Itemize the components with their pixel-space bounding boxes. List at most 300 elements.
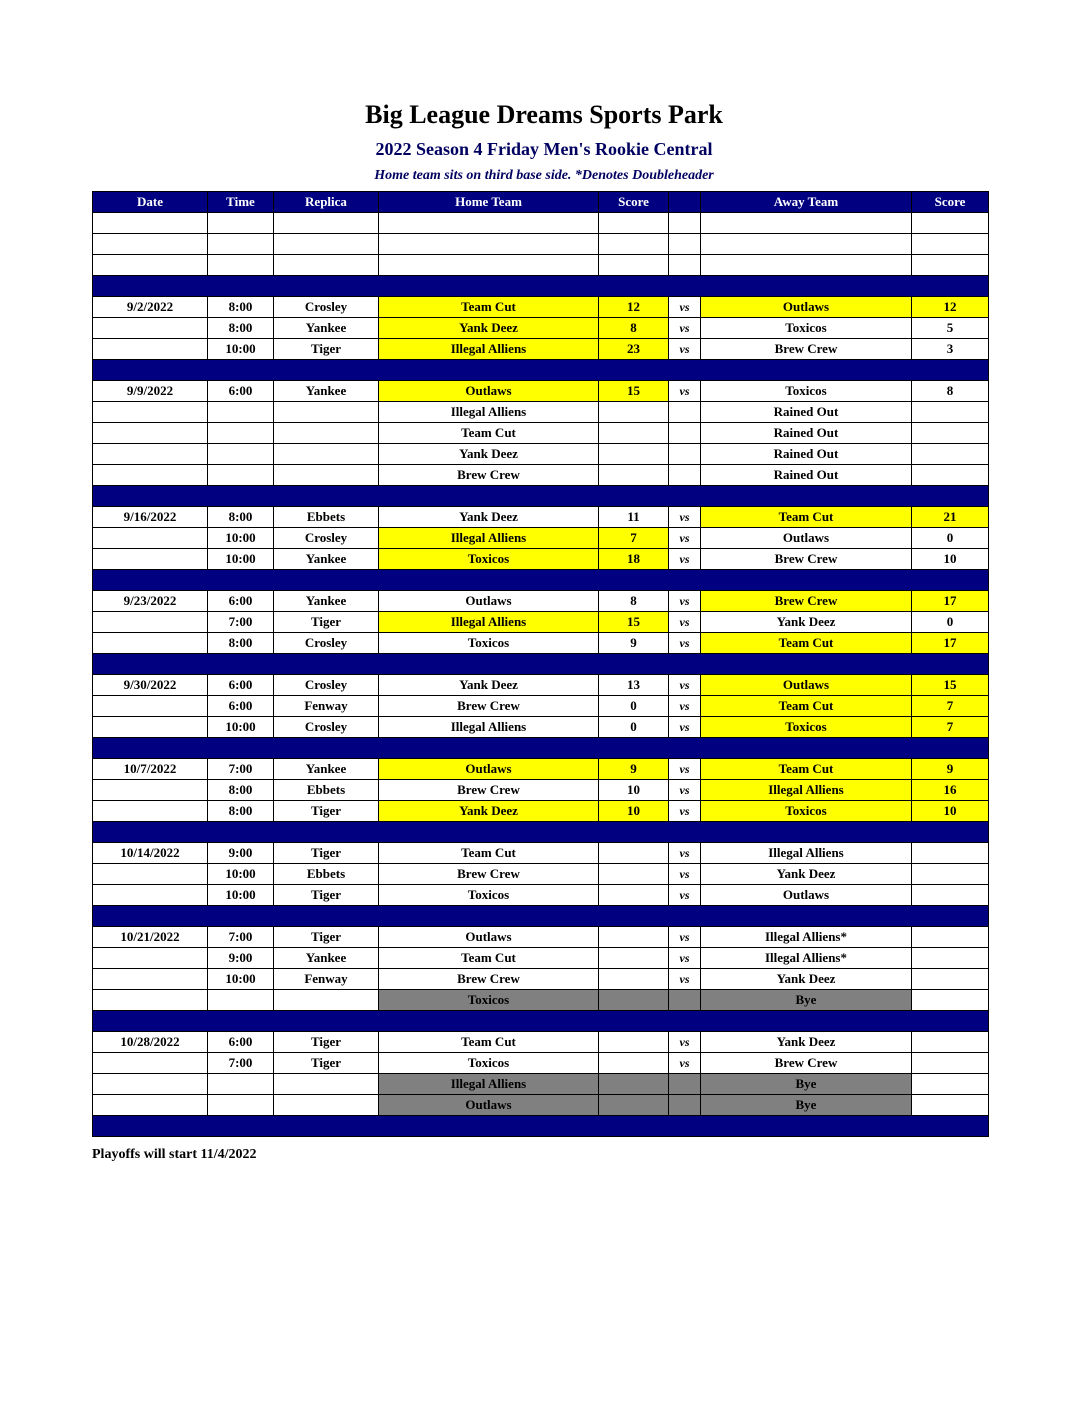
cell-replica [274, 444, 379, 465]
cell-away-team: Team Cut [701, 759, 912, 780]
cell-vs [669, 1074, 701, 1095]
game-row [93, 1032, 989, 1053]
cell-home-team: Illegal Alliens [379, 339, 599, 360]
cell-home-team: Illegal Alliens [379, 528, 599, 549]
game-row [93, 675, 989, 696]
cell-away-team: Illegal Alliens* [701, 948, 912, 969]
cell-home-team: Team Cut [379, 1032, 599, 1053]
cell-replica: Ebbets [274, 864, 379, 885]
cell-home-score: 8 [599, 591, 669, 612]
cell-time: 6:00 [208, 696, 274, 717]
cell-time: 10:00 [208, 549, 274, 570]
cell-vs: vs [669, 633, 701, 654]
game-row [93, 990, 989, 1011]
cell-away-team: Team Cut [701, 507, 912, 528]
cell-home-score: 9 [599, 633, 669, 654]
cell-time [208, 444, 274, 465]
cell-vs [669, 1095, 701, 1116]
cell-replica [274, 213, 379, 234]
cell-time: 7:00 [208, 612, 274, 633]
cell-home-team: Brew Crew [379, 864, 599, 885]
cell-away-team [701, 213, 912, 234]
cell-away-team: Yank Deez [701, 864, 912, 885]
cell-away-score [912, 864, 989, 885]
header-row [93, 192, 989, 213]
cell-replica: Tiger [274, 801, 379, 822]
cell-vs: vs [669, 318, 701, 339]
cell-date [93, 213, 208, 234]
cell-vs: vs [669, 1053, 701, 1074]
separator-row [93, 570, 989, 591]
game-row [93, 402, 989, 423]
cell-replica: Crosley [274, 297, 379, 318]
game-row [93, 1074, 989, 1095]
cell-time: 7:00 [208, 759, 274, 780]
game-row [93, 885, 989, 906]
cell-home-team: Toxicos [379, 549, 599, 570]
cell-away-score [912, 213, 989, 234]
cell-away-score [912, 444, 989, 465]
cell-away-score [912, 948, 989, 969]
cell-home-team: Team Cut [379, 843, 599, 864]
cell-time: 9:00 [208, 948, 274, 969]
cell-date [93, 402, 208, 423]
cell-home-team: Outlaws [379, 759, 599, 780]
cell-home-score: 15 [599, 381, 669, 402]
separator-band [93, 276, 989, 297]
cell-time: 7:00 [208, 1053, 274, 1074]
cell-home-score [599, 1032, 669, 1053]
cell-vs: vs [669, 927, 701, 948]
cell-away-team: Illegal Alliens* [701, 927, 912, 948]
game-row [93, 633, 989, 654]
cell-home-team: Outlaws [379, 591, 599, 612]
cell-away-team: Yank Deez [701, 612, 912, 633]
cell-replica [274, 402, 379, 423]
cell-date [93, 612, 208, 633]
cell-home-team: Team Cut [379, 948, 599, 969]
cell-home-score [599, 927, 669, 948]
cell-away-team: Outlaws [701, 675, 912, 696]
cell-replica: Yankee [274, 381, 379, 402]
playoffs-note: Playoffs will start 11/4/2022 [92, 1147, 257, 1162]
cell-home-team: Yank Deez [379, 801, 599, 822]
cell-away-team: Brew Crew [701, 1053, 912, 1074]
separator-row [93, 822, 989, 843]
cell-vs [669, 234, 701, 255]
cell-home-score: 13 [599, 675, 669, 696]
cell-replica [274, 234, 379, 255]
cell-time: 8:00 [208, 801, 274, 822]
game-row [93, 381, 989, 402]
game-row [93, 612, 989, 633]
cell-home-score: 10 [599, 801, 669, 822]
cell-vs: vs [669, 885, 701, 906]
cell-time: 8:00 [208, 633, 274, 654]
cell-home-team: Outlaws [379, 1095, 599, 1116]
cell-away-score: 10 [912, 549, 989, 570]
cell-time: 6:00 [208, 1032, 274, 1053]
separator-band [93, 738, 989, 759]
cell-time: 10:00 [208, 864, 274, 885]
cell-home-score [599, 864, 669, 885]
cell-vs [669, 255, 701, 276]
cell-home-team: Team Cut [379, 423, 599, 444]
cell-home-team: Brew Crew [379, 969, 599, 990]
cell-time [208, 234, 274, 255]
cell-home-team: Illegal Alliens [379, 612, 599, 633]
cell-replica: Yankee [274, 318, 379, 339]
cell-time [208, 213, 274, 234]
cell-home-team: Illegal Alliens [379, 402, 599, 423]
cell-time: 7:00 [208, 927, 274, 948]
cell-away-team: Yank Deez [701, 969, 912, 990]
cell-away-team: Illegal Alliens [701, 843, 912, 864]
cell-date [93, 549, 208, 570]
cell-date [93, 465, 208, 486]
cell-away-score: 21 [912, 507, 989, 528]
cell-away-score [912, 885, 989, 906]
separator-row [93, 1011, 989, 1032]
cell-vs: vs [669, 612, 701, 633]
cell-date [93, 1074, 208, 1095]
cell-replica: Ebbets [274, 507, 379, 528]
cell-away-team: Yank Deez [701, 1032, 912, 1053]
cell-time: 10:00 [208, 717, 274, 738]
separator-band [93, 486, 989, 507]
header-replica: Replica [274, 192, 379, 213]
game-row [93, 948, 989, 969]
cell-time [208, 1074, 274, 1095]
cell-home-score: 0 [599, 696, 669, 717]
cell-away-team: Toxicos [701, 717, 912, 738]
cell-time: 8:00 [208, 297, 274, 318]
cell-vs: vs [669, 1032, 701, 1053]
cell-away-score: 10 [912, 801, 989, 822]
cell-home-score: 11 [599, 507, 669, 528]
cell-vs: vs [669, 717, 701, 738]
cell-away-team [701, 234, 912, 255]
cell-away-score: 0 [912, 612, 989, 633]
cell-away-score: 0 [912, 528, 989, 549]
header-home-team: Home Team [379, 192, 599, 213]
cell-vs: vs [669, 759, 701, 780]
cell-replica [274, 1074, 379, 1095]
home-team-note: Home team sits on third base side. *Denotes Doubleheader [374, 168, 714, 183]
cell-home-team: Outlaws [379, 381, 599, 402]
cell-home-team: Toxicos [379, 1053, 599, 1074]
cell-home-team: Toxicos [379, 633, 599, 654]
cell-replica: Tiger [274, 927, 379, 948]
cell-replica [274, 1095, 379, 1116]
cell-away-score: 3 [912, 339, 989, 360]
cell-home-score [599, 1095, 669, 1116]
game-row [93, 759, 989, 780]
cell-date: 10/21/2022 [93, 927, 208, 948]
cell-vs [669, 444, 701, 465]
game-row [93, 927, 989, 948]
cell-date [93, 423, 208, 444]
cell-time: 8:00 [208, 318, 274, 339]
header-away-team: Away Team [701, 192, 912, 213]
game-row [93, 696, 989, 717]
cell-replica [274, 255, 379, 276]
game-row [93, 297, 989, 318]
cell-replica: Yankee [274, 948, 379, 969]
cell-time [208, 423, 274, 444]
cell-replica: Tiger [274, 1053, 379, 1074]
cell-away-score: 17 [912, 591, 989, 612]
header-time: Time [208, 192, 274, 213]
cell-away-score: 15 [912, 675, 989, 696]
game-row [93, 528, 989, 549]
cell-time: 10:00 [208, 528, 274, 549]
cell-home-score: 18 [599, 549, 669, 570]
cell-replica: Tiger [274, 885, 379, 906]
cell-date [93, 801, 208, 822]
cell-home-score [599, 402, 669, 423]
cell-away-score: 5 [912, 318, 989, 339]
cell-date [93, 255, 208, 276]
game-row [93, 1053, 989, 1074]
cell-time [208, 402, 274, 423]
cell-date [93, 633, 208, 654]
cell-home-score: 9 [599, 759, 669, 780]
cell-away-score: 17 [912, 633, 989, 654]
cell-away-score: 9 [912, 759, 989, 780]
game-row [93, 549, 989, 570]
cell-home-team: Team Cut [379, 297, 599, 318]
cell-vs: vs [669, 948, 701, 969]
cell-away-team: Bye [701, 990, 912, 1011]
cell-home-team: Toxicos [379, 885, 599, 906]
cell-vs: vs [669, 297, 701, 318]
cell-vs [669, 402, 701, 423]
cell-away-team: Toxicos [701, 318, 912, 339]
cell-home-score: 7 [599, 528, 669, 549]
cell-home-score: 10 [599, 780, 669, 801]
cell-time [208, 1095, 274, 1116]
cell-vs: vs [669, 801, 701, 822]
cell-home-team [379, 213, 599, 234]
cell-home-team: Illegal Alliens [379, 1074, 599, 1095]
cell-replica: Fenway [274, 969, 379, 990]
separator-band [93, 906, 989, 927]
cell-time: 10:00 [208, 969, 274, 990]
game-row [93, 444, 989, 465]
cell-date [93, 444, 208, 465]
cell-home-team: Illegal Alliens [379, 717, 599, 738]
schedule-table [92, 191, 989, 1137]
cell-away-score [912, 1074, 989, 1095]
cell-vs [669, 423, 701, 444]
cell-date: 9/2/2022 [93, 297, 208, 318]
game-row [93, 969, 989, 990]
game-row [93, 423, 989, 444]
cell-vs: vs [669, 696, 701, 717]
cell-away-team: Illegal Alliens [701, 780, 912, 801]
cell-time: 10:00 [208, 339, 274, 360]
cell-date [93, 528, 208, 549]
separator-row [93, 654, 989, 675]
cell-home-score: 15 [599, 612, 669, 633]
cell-date: 10/7/2022 [93, 759, 208, 780]
cell-date: 10/28/2022 [93, 1032, 208, 1053]
game-row [93, 318, 989, 339]
cell-vs: vs [669, 528, 701, 549]
cell-home-score [599, 213, 669, 234]
cell-date [93, 1053, 208, 1074]
cell-home-score [599, 423, 669, 444]
cell-date: 9/30/2022 [93, 675, 208, 696]
schedule-table-body [93, 213, 989, 1137]
cell-time: 6:00 [208, 381, 274, 402]
cell-away-score: 7 [912, 717, 989, 738]
cell-home-team [379, 255, 599, 276]
cell-away-score [912, 234, 989, 255]
cell-home-team: Yank Deez [379, 507, 599, 528]
game-row [93, 339, 989, 360]
cell-home-team: Yank Deez [379, 444, 599, 465]
separator-band [93, 822, 989, 843]
separator-band [93, 360, 989, 381]
cell-time [208, 255, 274, 276]
cell-away-score: 12 [912, 297, 989, 318]
cell-away-score [912, 465, 989, 486]
cell-home-score [599, 465, 669, 486]
separator-band [93, 654, 989, 675]
separator-band [93, 1011, 989, 1032]
cell-date [93, 318, 208, 339]
cell-away-team: Brew Crew [701, 549, 912, 570]
cell-away-team: Outlaws [701, 885, 912, 906]
cell-date [93, 339, 208, 360]
cell-home-score [599, 234, 669, 255]
cell-away-team: Team Cut [701, 633, 912, 654]
cell-replica: Ebbets [274, 780, 379, 801]
separator-band [93, 1116, 989, 1137]
cell-vs: vs [669, 381, 701, 402]
cell-away-team: Rained Out [701, 402, 912, 423]
cell-home-team: Brew Crew [379, 780, 599, 801]
cell-home-score [599, 969, 669, 990]
cell-home-score: 23 [599, 339, 669, 360]
cell-away-team: Bye [701, 1074, 912, 1095]
cell-time: 9:00 [208, 843, 274, 864]
cell-away-score [912, 1095, 989, 1116]
separator-row [93, 738, 989, 759]
cell-time: 8:00 [208, 780, 274, 801]
cell-home-score [599, 948, 669, 969]
cell-vs: vs [669, 843, 701, 864]
cell-replica: Tiger [274, 1032, 379, 1053]
cell-home-score: 12 [599, 297, 669, 318]
separator-band [93, 570, 989, 591]
cell-away-score [912, 402, 989, 423]
page-subtitle: 2022 Season 4 Friday Men's Rookie Central [375, 139, 713, 159]
cell-vs: vs [669, 780, 701, 801]
cell-home-team: Toxicos [379, 990, 599, 1011]
game-row [93, 780, 989, 801]
cell-date [93, 780, 208, 801]
game-row [93, 843, 989, 864]
cell-date [93, 969, 208, 990]
cell-replica: Tiger [274, 843, 379, 864]
cell-home-score [599, 885, 669, 906]
cell-away-team: Rained Out [701, 444, 912, 465]
cell-away-score: 16 [912, 780, 989, 801]
cell-home-team: Yank Deez [379, 318, 599, 339]
cell-date [93, 696, 208, 717]
cell-date: 9/9/2022 [93, 381, 208, 402]
cell-away-score: 8 [912, 381, 989, 402]
cell-vs: vs [669, 591, 701, 612]
game-row [93, 717, 989, 738]
cell-date [93, 864, 208, 885]
cell-replica [274, 423, 379, 444]
cell-date [93, 948, 208, 969]
cell-replica: Yankee [274, 759, 379, 780]
cell-away-team: Toxicos [701, 801, 912, 822]
cell-away-score [912, 255, 989, 276]
cell-time: 10:00 [208, 885, 274, 906]
cell-home-score [599, 1074, 669, 1095]
game-row [93, 507, 989, 528]
cell-away-team: Outlaws [701, 528, 912, 549]
cell-time [208, 465, 274, 486]
cell-away-score [912, 1032, 989, 1053]
cell-away-team: Rained Out [701, 465, 912, 486]
cell-away-score: 7 [912, 696, 989, 717]
cell-vs [669, 990, 701, 1011]
cell-home-team: Brew Crew [379, 465, 599, 486]
cell-away-team: Team Cut [701, 696, 912, 717]
cell-replica: Crosley [274, 717, 379, 738]
cell-time: 8:00 [208, 507, 274, 528]
cell-replica: Yankee [274, 549, 379, 570]
game-row [93, 864, 989, 885]
cell-date: 10/14/2022 [93, 843, 208, 864]
cell-away-score [912, 969, 989, 990]
header-away-score: Score [912, 192, 989, 213]
header-date: Date [93, 192, 208, 213]
game-row [93, 1095, 989, 1116]
empty-row [93, 234, 989, 255]
cell-replica: Tiger [274, 612, 379, 633]
cell-replica: Crosley [274, 528, 379, 549]
cell-date: 9/23/2022 [93, 591, 208, 612]
cell-away-team: Toxicos [701, 381, 912, 402]
empty-row [93, 213, 989, 234]
cell-vs: vs [669, 864, 701, 885]
cell-date [93, 990, 208, 1011]
cell-vs: vs [669, 549, 701, 570]
separator-row [93, 276, 989, 297]
cell-home-score [599, 990, 669, 1011]
cell-date [93, 1095, 208, 1116]
cell-vs [669, 213, 701, 234]
cell-replica: Crosley [274, 675, 379, 696]
cell-vs: vs [669, 339, 701, 360]
cell-vs: vs [669, 507, 701, 528]
separator-row [93, 486, 989, 507]
game-row [93, 465, 989, 486]
cell-away-team: Brew Crew [701, 339, 912, 360]
cell-home-team: Outlaws [379, 927, 599, 948]
cell-away-team: Brew Crew [701, 591, 912, 612]
cell-time [208, 990, 274, 1011]
game-row [93, 801, 989, 822]
